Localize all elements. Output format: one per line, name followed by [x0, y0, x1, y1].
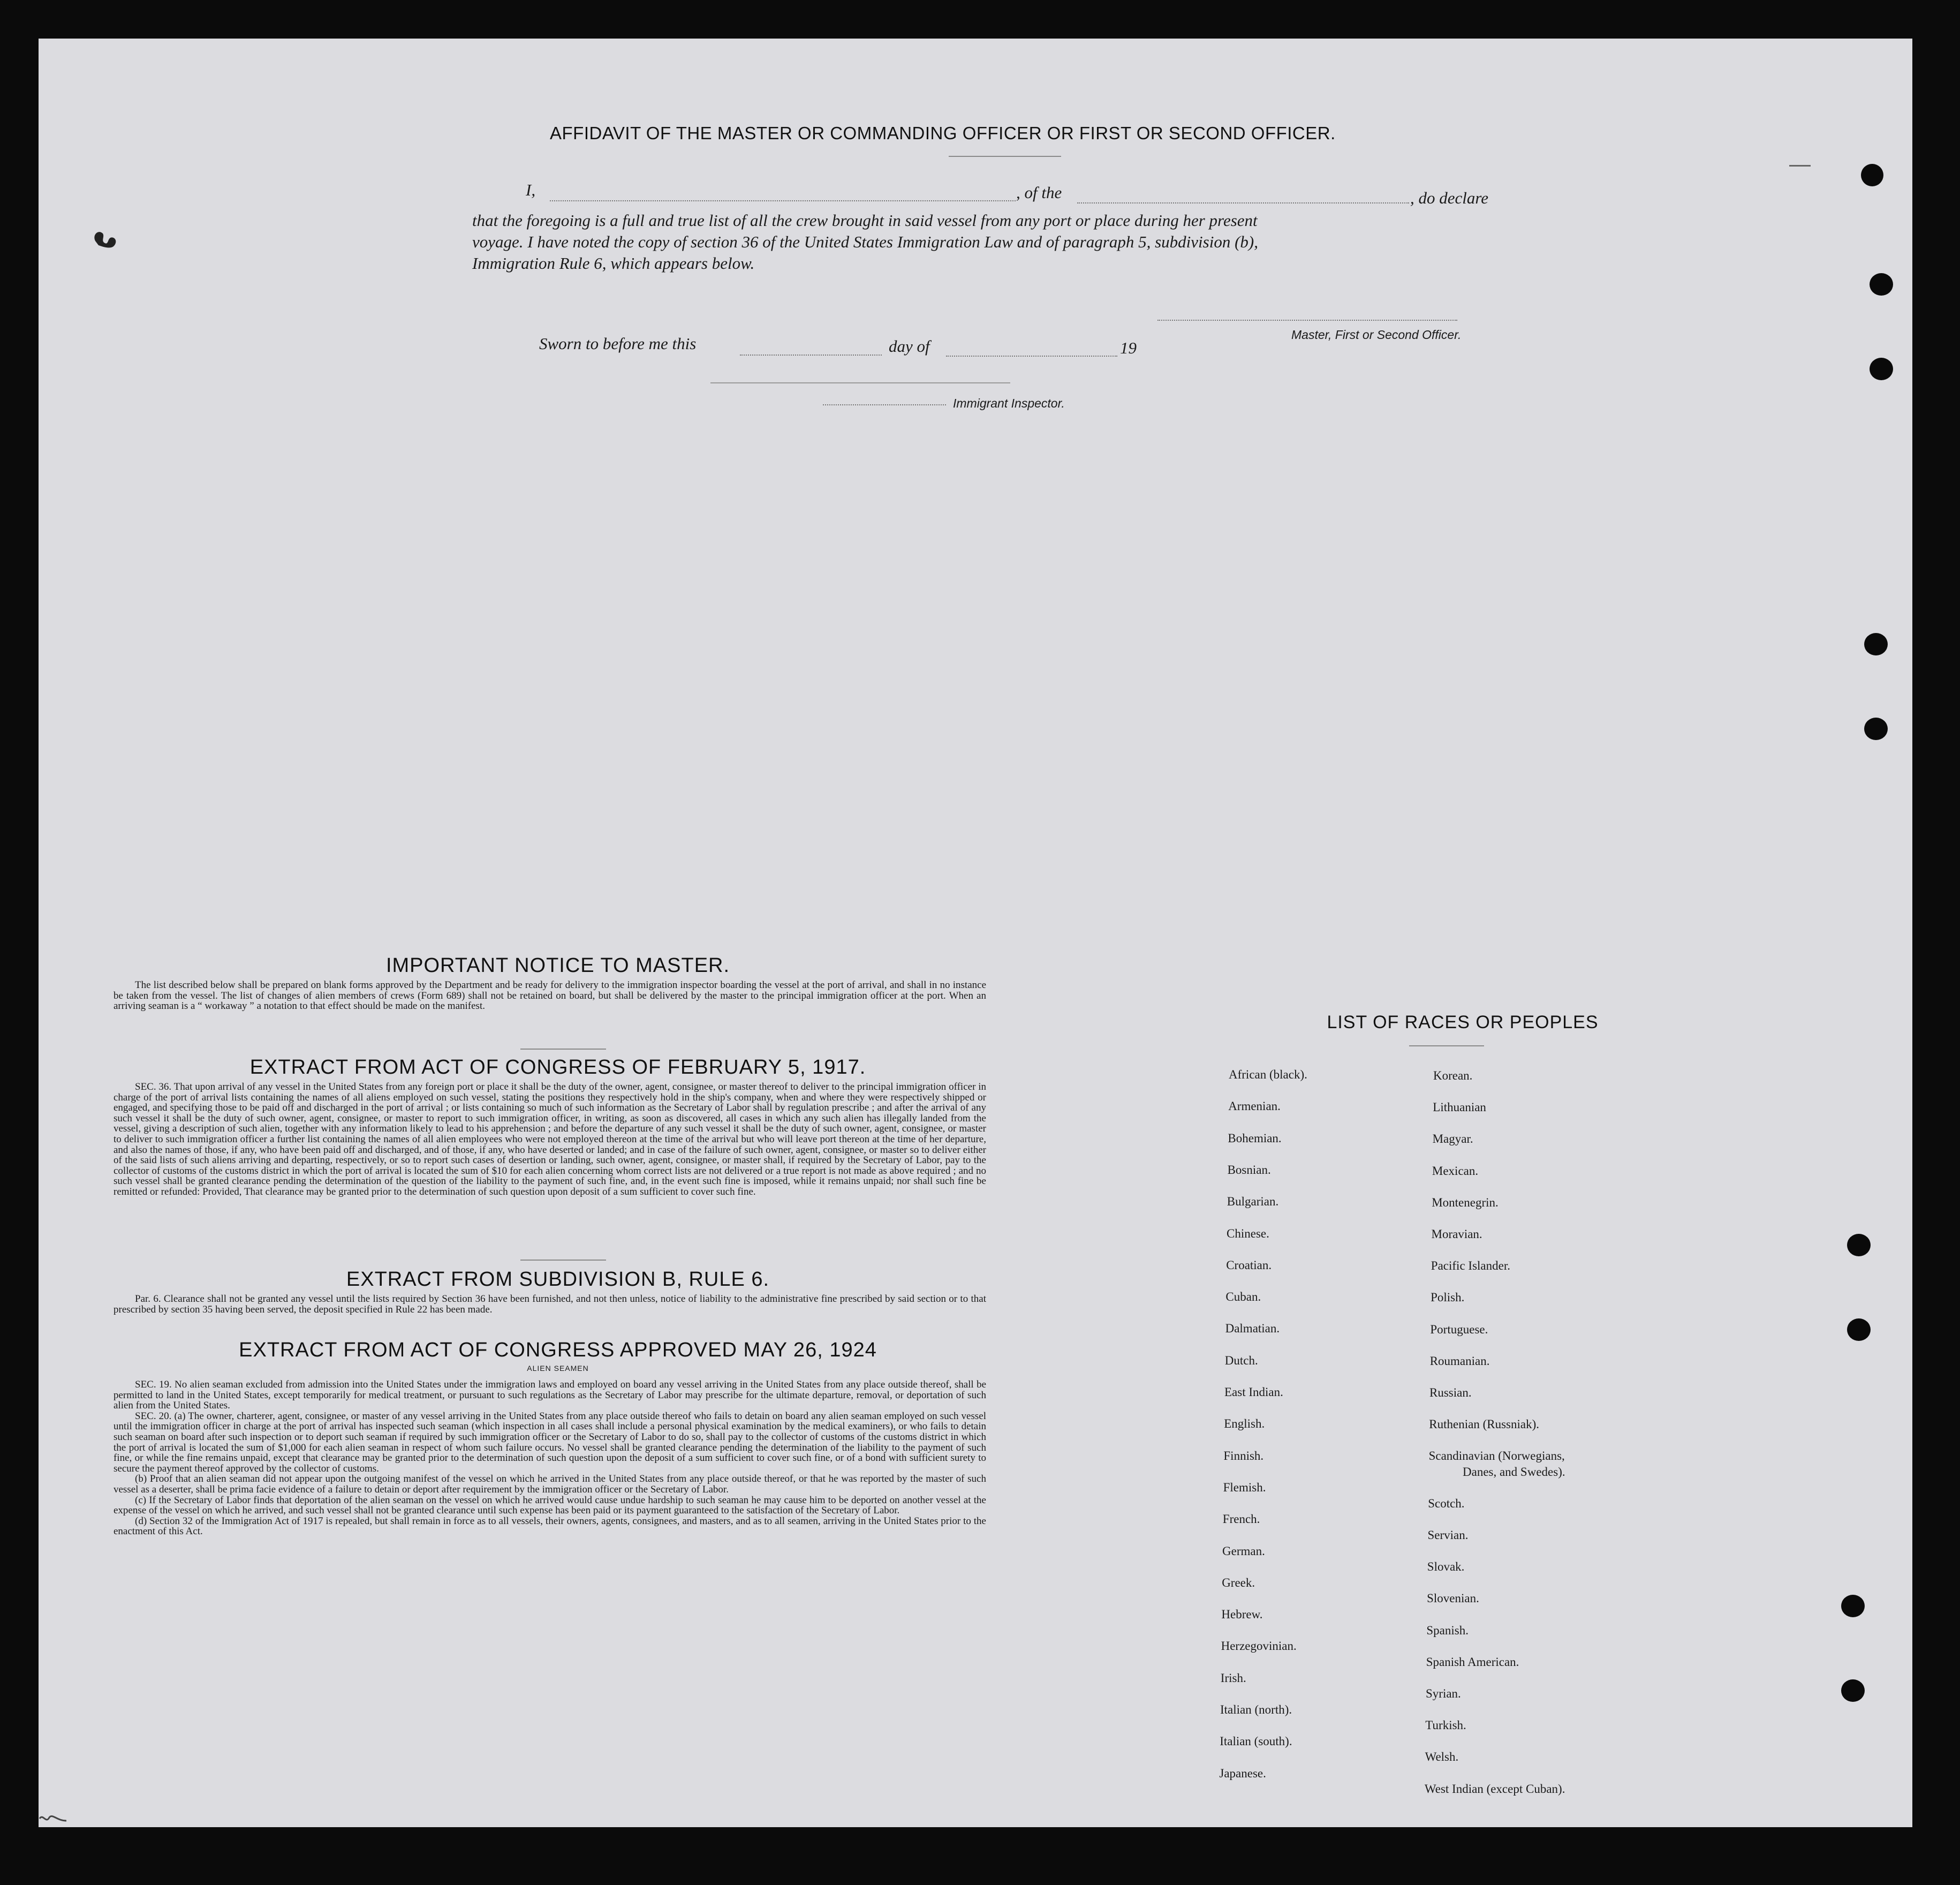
- binder-hole: [1847, 1318, 1871, 1341]
- race-item: Portuguese.: [1430, 1322, 1488, 1336]
- extract-1917-body: [113, 1082, 986, 1197]
- race-item: Russian.: [1429, 1386, 1472, 1399]
- inspector-dotted-line: [823, 404, 946, 405]
- month-blank: [946, 356, 1117, 357]
- ink-mark-decoration: [91, 225, 123, 252]
- race-item: Flemish.: [1223, 1480, 1266, 1494]
- race-item: Italian (south).: [1220, 1735, 1292, 1748]
- notice-divider: [520, 1049, 606, 1050]
- extract-1917-paragraph: SEC. 36. That upon arrival of any vessel in the United States from any foreign port or place it shall be the duty of the owner, agent, consignee, or master thereof to deliver to the principal immigration officer in charge of the port of arrival lists containing the names of all aliens employed on such vessel, stating the positions they respectively hold in the ship's company, when and where they were respectively shipped or engaged, and specifying those to be paid off and discharged in the port of arrival ; or lists containing so much of such information as the Secretary of Labor shall by regulation prescribe ; and after the arrival of any such vessel it shall be the duty of such owner, agent, consignee, or master to report to such immigration officer, in writing, as soon as discovered, all cases in which any such alien has illegally landed from the vessel, giving a description of such alien, together with any information likely to lead to his apprehension ; and before the departure of any such vessel it shall be the duty of such owner, agent, consignee, or master to deliver to such immigration officer a further list containing the names of all alien employees who were not employed thereon at the time of the arrival but who will leave port thereon at the time of her departure, and also the names of those, if any, who have been paid off and discharged, and of those, if any, who have deserted or landed; and in case of the failure of such owner, agent, consignee, or master so to deliver either of the said lists of such aliens arriving and departing, respectively, or so to report such cases of desertion or landing, such owner, agent, consignee, or master shall, if required by the Secretary of Labor, pay to the collector of customs of the customs district in which the port of arrival is located the sum of $10 for each alien concerning whom correct lists are not delivered or a true report is not made as above required ; and no such vessel shall be granted clearance pending the determination of the question of the liability to the payment of such fine, and, in the event such fine is imposed, while it remains unpaid; nor shall such fine be remitted or refunded: Provided, That clearance may be granted prior to the determination of such question upon deposit of a sum sufficient to cover such fine.: [113, 1081, 986, 1197]
- race-item: Syrian.: [1426, 1687, 1461, 1700]
- notice-paragraph: The list described below shall be prepared on blank forms approved by the Department and be ready for delivery to the immigration inspector boarding the vessel at the port of arrival, and shall in no instance be taken from the vessel. The list of changes of alien members of crews (Form 689) shall not be retained on board, but shall be delivered by the master to the principal immigration officer at the port. When an arriving seaman is a “ workaway ” a notation to that effect should be made on the manifest.: [113, 979, 986, 1012]
- master-signature-line: [1157, 320, 1457, 321]
- race-item: Greek.: [1222, 1575, 1255, 1589]
- race-item: West Indian (except Cuban).: [1424, 1782, 1565, 1796]
- race-item: Herzegovinian.: [1221, 1639, 1297, 1653]
- binder-hole: [1864, 633, 1888, 655]
- extract-rule6-paragraph: Par. 6. Clearance shall not be granted any vessel until the lists required by Section 36 have been furnished, and not then unless, notice of liability to the administrative fine prescribed by said section or to that prescribed by section 35 having been served, the deposit specified in Rule 22 has been made.: [113, 1293, 986, 1315]
- affidavit-of-the-label: , of the: [1016, 183, 1062, 202]
- race-item: Magyar.: [1432, 1132, 1473, 1146]
- race-item: Hebrew.: [1221, 1608, 1263, 1622]
- extract-1924-paragraph: (b) Proof that an alien seaman did not appear upon the outgoing manifest of the vessel on which he arrived in the United States from any place outside thereof, or that he was reported by the master of such vessel as a deserter, shall be prima facie evidence of a failure to detain or deport after requirement by the immigration officer or the Secretary of Labor.: [113, 1473, 986, 1495]
- binder-hole: [1841, 1595, 1865, 1617]
- master-signature-caption: Master, First or Second Officer.: [1291, 328, 1462, 342]
- affidavit-heading: AFFIDAVIT OF THE MASTER OR COMMANDING OFFICER OR FIRST OR SECOND OFFICER.: [550, 123, 1336, 143]
- race-item: East Indian.: [1224, 1385, 1283, 1399]
- race-item: Dutch.: [1224, 1353, 1258, 1367]
- name-blank: [550, 200, 1016, 201]
- binder-hole: [1847, 1234, 1871, 1256]
- race-item: Spanish American.: [1426, 1655, 1519, 1669]
- sworn-day-blank: [740, 355, 882, 356]
- race-item: Italian (north).: [1220, 1703, 1292, 1716]
- race-item: Welsh.: [1425, 1750, 1459, 1764]
- race-item: Lithuanian: [1433, 1100, 1486, 1114]
- affidavit-line-2: voyage. I have noted the copy of section 36 of the United States Immigration Law and of paragraph 5, subdivision (b),: [472, 232, 1258, 251]
- inspector-signature-line: [710, 382, 1010, 383]
- race-item: Bosnian.: [1227, 1163, 1271, 1177]
- race-item: Scotch.: [1428, 1496, 1465, 1510]
- affidavit-line-1: that the foregoing is a full and true list of all the crew brought in said vessel from any port or place during her present: [472, 211, 1258, 230]
- affidavit-line-3: Immigration Rule 6, which appears below.: [472, 254, 755, 273]
- race-item: Chinese.: [1227, 1226, 1269, 1240]
- race-item: Scandinavian (Norwegians,: [1428, 1449, 1565, 1463]
- race-item: French.: [1222, 1512, 1260, 1526]
- race-item: Dalmatian.: [1225, 1322, 1280, 1336]
- race-item: Croatian.: [1226, 1258, 1272, 1272]
- corner-pen-mark: [39, 1811, 71, 1827]
- document-sheet: [39, 39, 1912, 1827]
- extract-1924-body: [113, 1379, 986, 1537]
- race-item: African (black).: [1229, 1068, 1307, 1081]
- notice-title: IMPORTANT NOTICE TO MASTER.: [385, 954, 730, 977]
- race-item: German.: [1222, 1544, 1265, 1558]
- affidavit-declare-label: , do declare: [1410, 188, 1489, 207]
- race-item: Spanish.: [1426, 1623, 1469, 1637]
- binder-hole: [1870, 358, 1893, 380]
- binder-hole: [1870, 273, 1893, 296]
- race-item: Turkish.: [1425, 1718, 1466, 1732]
- top-edge-mark: [1789, 165, 1811, 167]
- races-title: LIST OF RACES OR PEOPLES: [1327, 1012, 1599, 1032]
- race-item: Polish.: [1431, 1291, 1465, 1305]
- race-item: Montenegrin.: [1432, 1195, 1499, 1209]
- day-of-label: day of: [889, 337, 930, 356]
- affidavit-i-label: I,: [526, 180, 536, 199]
- sworn-label: Sworn to before me this: [539, 334, 697, 353]
- extract-1917-title: EXTRACT FROM ACT OF CONGRESS OF FEBRUARY 5, 1917.: [249, 1056, 866, 1079]
- binder-hole: [1841, 1679, 1865, 1702]
- races-title-underline: [1409, 1045, 1484, 1046]
- extract-rule6-title: EXTRACT FROM SUBDIVISION B, RULE 6.: [346, 1268, 770, 1291]
- extract-1917-divider: [520, 1260, 606, 1261]
- year-prefix: 19: [1120, 338, 1137, 357]
- extract-1924-subtitle: ALIEN SEAMEN: [527, 1364, 589, 1373]
- extract-rule6-body: [113, 1294, 986, 1315]
- extract-1924-paragraph: SEC. 20. (a) The owner, charterer, agent, consignee, or master of any vessel arriving in the United States from any place outside thereof who fails to detain on board any alien seaman employed on such vessel until the immigration officer in charge at the port of arrival has inspected such seaman (which inspection in all cases shall include a personal physical examination by the medical examiners), or who fails to detain such seaman on board after such inspection or to deport such seaman if required by such immigration officer or the Secretary of Labor to do so, shall pay to the collector of customs of the customs district in which the port of arrival is located the sum of $1,000 for each alien seaman in respect of whom such failure occurs. No vessel shall be granted clearance pending the determination of the liability to the payment of such fine, or while the fine remains unpaid, except that clearance may be granted prior to the determination of such question upon the deposit of a sum sufficient to cover such fine, or of a bond with sufficient surety to secure the payment thereof approved by the collector of customs.: [113, 1410, 986, 1474]
- race-item: Ruthenian (Russniak).: [1429, 1417, 1539, 1431]
- heading-underline: [949, 156, 1061, 157]
- vessel-blank: [1077, 202, 1409, 203]
- race-item: Finnish.: [1223, 1449, 1264, 1462]
- race-item: Mexican.: [1432, 1164, 1479, 1178]
- race-item: Korean.: [1433, 1069, 1473, 1082]
- race-item: Irish.: [1220, 1671, 1246, 1685]
- extract-1924-paragraph: SEC. 19. No alien seaman excluded from admission into the United States under the immigration laws and employed on board any vessel arriving in the United States from any place outside thereof, shall be permitted to land in the United States, except temporarily for medical treatment, or pursuant to such regulations as the Secretary of Labor may prescribe for the ultimate departure, removal, or deportation of such alien from the United States.: [113, 1379, 986, 1412]
- race-item: Danes, and Swedes).: [1463, 1465, 1565, 1479]
- binder-hole: [1864, 718, 1888, 740]
- race-item: English.: [1224, 1417, 1265, 1431]
- race-item: Armenian.: [1228, 1099, 1281, 1113]
- race-item: Cuban.: [1225, 1290, 1261, 1304]
- race-item: Japanese.: [1219, 1766, 1266, 1780]
- race-item: Slovak.: [1427, 1560, 1465, 1574]
- extract-1924-title: EXTRACT FROM ACT OF CONGRESS APPROVED MAY 26, 1924: [239, 1339, 877, 1361]
- race-item: Servian.: [1427, 1528, 1469, 1542]
- inspector-caption: Immigrant Inspector.: [953, 396, 1065, 410]
- race-item: Moravian.: [1431, 1227, 1482, 1241]
- race-item: Bulgarian.: [1227, 1195, 1279, 1209]
- race-item: Roumanian.: [1429, 1354, 1490, 1368]
- race-item: Bohemian.: [1228, 1131, 1282, 1145]
- race-item: Pacific Islander.: [1431, 1259, 1510, 1273]
- binder-hole: [1861, 164, 1883, 186]
- extract-1924-paragraph: (d) Section 32 of the Immigration Act of 1917 is repealed, but shall remain in force as to all vessels, their owners, agents, consignees, and masters, and as to all seamen, arriving in the United States prior to the enactment of this Act.: [113, 1515, 986, 1537]
- notice-body: [113, 980, 986, 1012]
- extract-1924-paragraph: (c) If the Secretary of Labor finds that deportation of the alien seaman on the vessel on which he arrived would cause undue hardship to such seaman he may cause him to be deported on another vessel at the expense of the vessel on which he arrived, and such vessel shall not be granted clearance until such expense has been paid or its payment guaranteed to the satisfaction of the Secretary of Labor.: [113, 1494, 986, 1517]
- race-item: Slovenian.: [1427, 1592, 1479, 1605]
